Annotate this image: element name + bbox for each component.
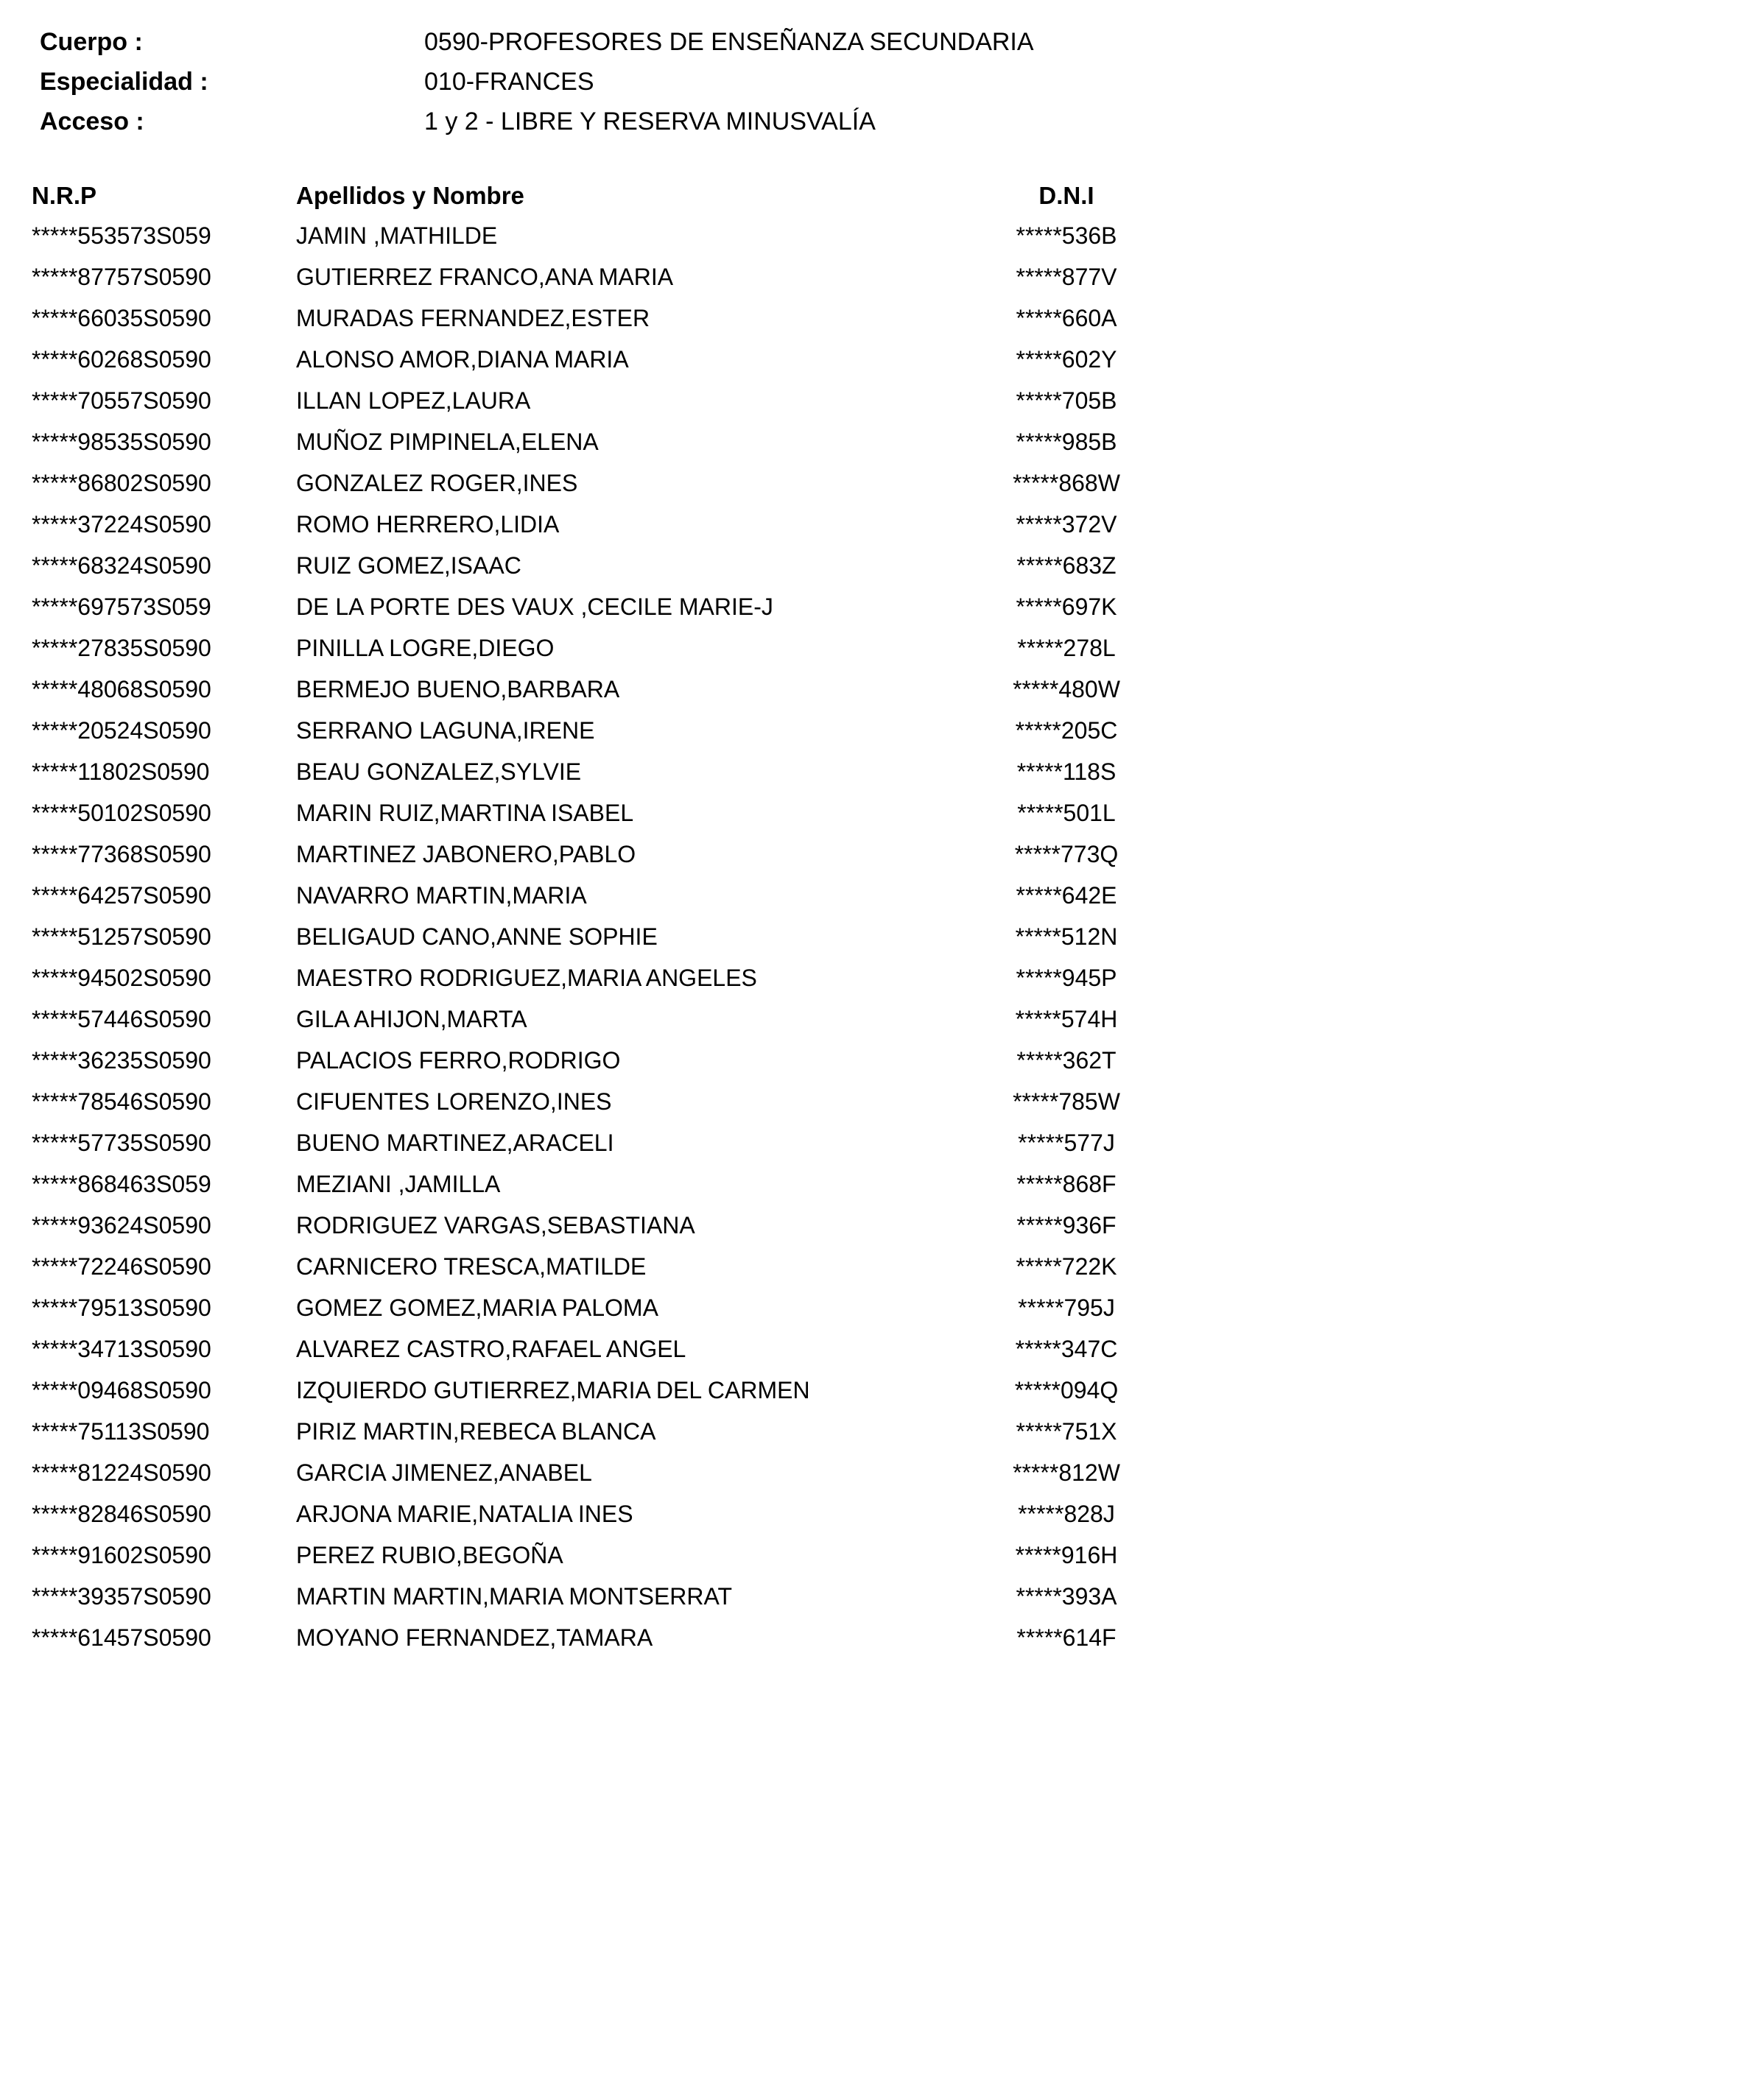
row-name: ALONSO AMOR,DIANA MARIA xyxy=(296,346,629,373)
row-nrp: *****81224S0590 xyxy=(32,1459,211,1486)
row-dni: *****660A xyxy=(1016,305,1117,331)
row-name: IZQUIERDO GUTIERREZ,MARIA DEL CARMEN xyxy=(296,1377,810,1403)
row-dni: *****705B xyxy=(1016,387,1117,414)
row-dni: *****602Y xyxy=(1016,346,1117,373)
row-dni: *****773Q xyxy=(1014,841,1119,867)
table-row xyxy=(32,545,1166,586)
table-row xyxy=(32,1535,1166,1576)
row-dni: *****785W xyxy=(1013,1088,1120,1115)
row-nrp: *****78546S0590 xyxy=(32,1088,211,1115)
row-name: RODRIGUEZ VARGAS,SEBASTIANA xyxy=(296,1212,695,1238)
table-row xyxy=(32,1370,1166,1411)
row-name: MARTIN MARTIN,MARIA MONTSERRAT xyxy=(296,1583,733,1610)
table-row xyxy=(32,834,1166,875)
row-name: SERRANO LAGUNA,IRENE xyxy=(296,717,595,744)
row-name: CIFUENTES LORENZO,INES xyxy=(296,1088,612,1115)
row-nrp: *****48068S0590 xyxy=(32,676,211,702)
table-row xyxy=(32,1576,1166,1617)
column-header-dni: D.N.I xyxy=(1038,182,1094,209)
row-nrp: *****79513S0590 xyxy=(32,1294,211,1321)
table-row xyxy=(32,1122,1166,1163)
table-header-row xyxy=(32,177,1166,215)
row-dni: *****877V xyxy=(1016,264,1117,290)
applicants-table xyxy=(32,177,1166,1658)
row-dni: *****945P xyxy=(1016,965,1117,991)
row-name: MUÑOZ PIMPINELA,ELENA xyxy=(296,429,599,455)
especialidad-value: 010-FRANCES xyxy=(424,68,594,96)
table-row xyxy=(32,586,1166,627)
row-dni: *****683Z xyxy=(1016,552,1117,579)
row-dni: *****347C xyxy=(1015,1336,1118,1362)
table-row xyxy=(32,957,1166,998)
table-row xyxy=(32,669,1166,710)
row-nrp: *****93624S0590 xyxy=(32,1212,211,1238)
row-nrp: *****34713S0590 xyxy=(32,1336,211,1362)
row-name: GONZALEZ ROGER,INES xyxy=(296,470,578,496)
table-row xyxy=(32,1246,1166,1287)
row-dni: *****868W xyxy=(1013,470,1120,496)
row-dni: *****614F xyxy=(1016,1624,1117,1651)
row-nrp: *****868463S059 xyxy=(32,1171,211,1197)
row-dni: *****722K xyxy=(1016,1253,1117,1280)
row-dni: *****278L xyxy=(1017,635,1116,661)
table-row xyxy=(32,339,1166,380)
row-name: PALACIOS FERRO,RODRIGO xyxy=(296,1047,621,1074)
row-dni: *****985B xyxy=(1016,429,1117,455)
row-dni: *****936F xyxy=(1016,1212,1117,1238)
row-nrp: *****36235S0590 xyxy=(32,1047,211,1074)
row-name: GILA AHIJON,MARTA xyxy=(296,1006,527,1032)
row-dni: *****868F xyxy=(1016,1171,1117,1197)
row-name: NAVARRO MARTIN,MARIA xyxy=(296,882,587,909)
row-dni: *****094Q xyxy=(1014,1377,1119,1403)
row-name: GOMEZ GOMEZ,MARIA PALOMA xyxy=(296,1294,658,1321)
table-row xyxy=(32,792,1166,834)
row-nrp: *****66035S0590 xyxy=(32,305,211,331)
row-name: RUIZ GOMEZ,ISAAC xyxy=(296,552,521,579)
row-nrp: *****09468S0590 xyxy=(32,1377,211,1403)
row-nrp: *****87757S0590 xyxy=(32,264,211,290)
row-nrp: *****75113S0590 xyxy=(32,1418,210,1445)
column-header-name: Apellidos y Nombre xyxy=(296,182,524,209)
row-nrp: *****91602S0590 xyxy=(32,1542,211,1568)
table-row xyxy=(32,1081,1166,1122)
table-row xyxy=(32,504,1166,545)
row-name: ILLAN LOPEZ,LAURA xyxy=(296,387,531,414)
table-row xyxy=(32,380,1166,421)
acceso-value: 1 y 2 - LIBRE Y RESERVA MINUSVALÍA xyxy=(424,108,876,135)
row-nrp: *****553573S059 xyxy=(32,222,211,249)
table-row xyxy=(32,998,1166,1040)
row-name: MARIN RUIZ,MARTINA ISABEL xyxy=(296,800,634,826)
row-nrp: *****39357S0590 xyxy=(32,1583,211,1610)
row-name: DE LA PORTE DES VAUX ,CECILE MARIE-J xyxy=(296,593,773,620)
row-dni: *****812W xyxy=(1013,1459,1120,1486)
row-name: ROMO HERRERO,LIDIA xyxy=(296,511,560,538)
row-name: BELIGAUD CANO,ANNE SOPHIE xyxy=(296,923,658,950)
row-dni: *****362T xyxy=(1016,1047,1117,1074)
table-row xyxy=(32,710,1166,751)
row-dni: *****205C xyxy=(1015,717,1118,744)
row-name: MAESTRO RODRIGUEZ,MARIA ANGELES xyxy=(296,965,757,991)
table-row xyxy=(32,256,1166,297)
table-row xyxy=(32,627,1166,669)
row-nrp: *****37224S0590 xyxy=(32,511,211,538)
row-dni: *****501L xyxy=(1017,800,1116,826)
row-nrp: *****51257S0590 xyxy=(32,923,211,950)
row-name: JAMIN ,MATHILDE xyxy=(296,222,498,249)
row-dni: *****577J xyxy=(1018,1130,1115,1156)
row-name: ARJONA MARIE,NATALIA INES xyxy=(296,1501,633,1527)
table-row xyxy=(32,1493,1166,1535)
row-dni: *****536B xyxy=(1016,222,1117,249)
table-row xyxy=(32,297,1166,339)
table-row xyxy=(32,462,1166,504)
row-nrp: *****72246S0590 xyxy=(32,1253,211,1280)
cuerpo-label: Cuerpo : xyxy=(40,28,143,56)
row-nrp: *****20524S0590 xyxy=(32,717,211,744)
cuerpo-value: 0590-PROFESORES DE ENSEÑANZA SECUNDARIA xyxy=(424,28,1034,56)
row-name: GARCIA JIMENEZ,ANABEL xyxy=(296,1459,592,1486)
row-dni: *****118S xyxy=(1016,758,1117,785)
row-name: PIRIZ MARTIN,REBECA BLANCA xyxy=(296,1418,656,1445)
table-row xyxy=(32,1617,1166,1658)
row-nrp: *****94502S0590 xyxy=(32,965,211,991)
table-row xyxy=(32,916,1166,957)
row-name: PEREZ RUBIO,BEGOÑA xyxy=(296,1542,563,1568)
row-dni: *****574H xyxy=(1015,1006,1118,1032)
document-info-block xyxy=(40,22,1034,141)
row-dni: *****393A xyxy=(1016,1583,1117,1610)
row-name: BUENO MARTINEZ,ARACELI xyxy=(296,1130,614,1156)
row-name: PINILLA LOGRE,DIEGO xyxy=(296,635,555,661)
table-body xyxy=(32,215,1166,1658)
row-nrp: *****68324S0590 xyxy=(32,552,211,579)
row-name: BEAU GONZALEZ,SYLVIE xyxy=(296,758,582,785)
row-dni: *****642E xyxy=(1016,882,1117,909)
table-row xyxy=(32,751,1166,792)
column-header-nrp: N.R.P xyxy=(32,182,97,209)
row-nrp: *****27835S0590 xyxy=(32,635,211,661)
row-nrp: *****57446S0590 xyxy=(32,1006,211,1032)
table-row xyxy=(32,1040,1166,1081)
table-row xyxy=(32,1205,1166,1246)
row-nrp: *****70557S0590 xyxy=(32,387,211,414)
row-name: ALVAREZ CASTRO,RAFAEL ANGEL xyxy=(296,1336,686,1362)
row-name: MEZIANI ,JAMILLA xyxy=(296,1171,501,1197)
table-row xyxy=(32,875,1166,916)
row-name: CARNICERO TRESCA,MATILDE xyxy=(296,1253,647,1280)
table-row xyxy=(32,1452,1166,1493)
row-nrp: *****697573S059 xyxy=(32,593,211,620)
row-name: MOYANO FERNANDEZ,TAMARA xyxy=(296,1624,653,1651)
row-name: GUTIERREZ FRANCO,ANA MARIA xyxy=(296,264,674,290)
row-name: MARTINEZ JABONERO,PABLO xyxy=(296,841,636,867)
row-nrp: *****50102S0590 xyxy=(32,800,211,826)
row-dni: *****916H xyxy=(1015,1542,1118,1568)
row-dni: *****480W xyxy=(1013,676,1120,702)
row-nrp: *****64257S0590 xyxy=(32,882,211,909)
table-row xyxy=(32,1287,1166,1328)
row-dni: *****828J xyxy=(1018,1501,1115,1527)
row-nrp: *****98535S0590 xyxy=(32,429,211,455)
row-nrp: *****60268S0590 xyxy=(32,346,211,373)
row-name: MURADAS FERNANDEZ,ESTER xyxy=(296,305,650,331)
table-row xyxy=(32,215,1166,256)
row-dni: *****751X xyxy=(1016,1418,1117,1445)
row-name: BERMEJO BUENO,BARBARA xyxy=(296,676,620,702)
row-dni: *****795J xyxy=(1018,1294,1115,1321)
especialidad-label: Especialidad : xyxy=(40,68,208,96)
table-row xyxy=(32,1411,1166,1452)
row-nrp: *****11802S0590 xyxy=(32,758,210,785)
acceso-label: Acceso : xyxy=(40,108,144,135)
table-row xyxy=(32,1328,1166,1370)
row-dni: *****372V xyxy=(1016,511,1117,538)
table-row xyxy=(32,1163,1166,1205)
row-dni: *****697K xyxy=(1016,593,1117,620)
row-nrp: *****86802S0590 xyxy=(32,470,211,496)
row-dni: *****512N xyxy=(1015,923,1118,950)
row-nrp: *****82846S0590 xyxy=(32,1501,211,1527)
row-nrp: *****61457S0590 xyxy=(32,1624,211,1651)
row-nrp: *****57735S0590 xyxy=(32,1130,211,1156)
row-nrp: *****77368S0590 xyxy=(32,841,211,867)
table-row xyxy=(32,421,1166,462)
